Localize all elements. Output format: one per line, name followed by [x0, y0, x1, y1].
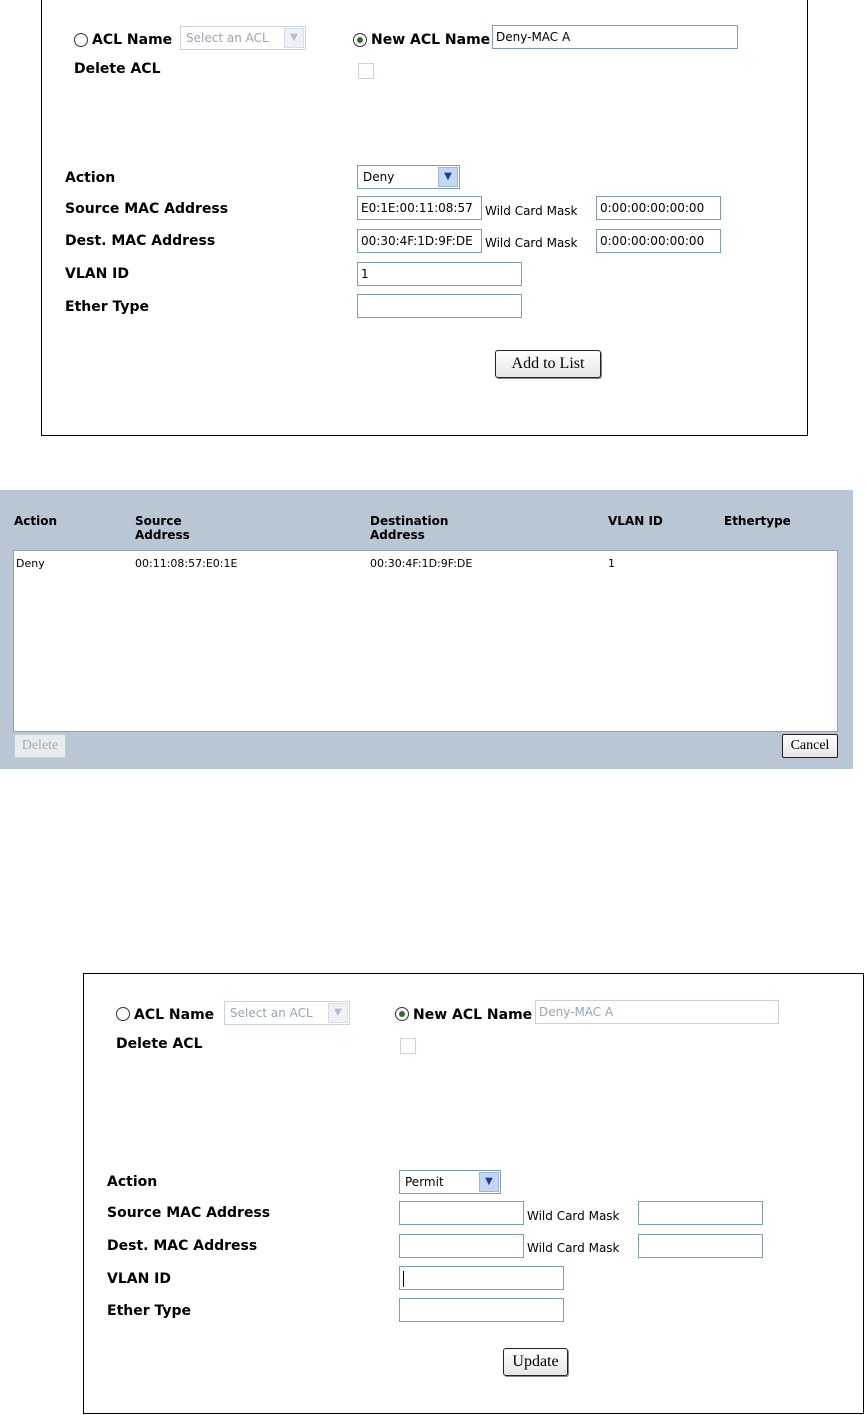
chevron-down-icon: ▼	[328, 1003, 348, 1023]
ether-type-label-2: Ether Type	[107, 1303, 192, 1319]
new-acl-name-label-2: New ACL Name	[413, 1007, 533, 1023]
vlan-id-label: VLAN ID	[65, 266, 130, 282]
add-to-list-button[interactable]: Add to List	[495, 350, 601, 378]
action-label: Action	[65, 170, 116, 186]
source-mac-input[interactable]: 00:11:08:57:E0:1E	[357, 196, 482, 220]
vlan-id-input-2[interactable]	[399, 1266, 564, 1290]
dest-mac-input-2[interactable]	[399, 1234, 524, 1258]
dest-mac-label: Dest. MAC Address	[65, 233, 216, 249]
dest-wildcard-label: Wild Card Mask	[485, 236, 578, 250]
action-select-value: Deny	[363, 170, 395, 184]
source-mac-input-2[interactable]	[399, 1201, 524, 1225]
action-label-2: Action	[107, 1174, 158, 1190]
row-destination: 00:30:4F:1D:9F:DE	[370, 557, 473, 570]
action-select-2[interactable]	[399, 1170, 501, 1194]
source-wildcard-input[interactable]: 0:00:00:00:00:00	[596, 196, 721, 220]
vlan-id-label-2: VLAN ID	[107, 1271, 172, 1287]
row-source: 00:11:08:57:E0:1E	[135, 557, 238, 570]
col-header-ethertype	[724, 514, 791, 528]
table-row[interactable]	[14, 552, 836, 572]
col-header-destination-line1: Destination	[370, 514, 449, 528]
action-select-value-2: Permit	[405, 1175, 444, 1189]
dest-mac-input[interactable]: 00:30:4F:1D:9F:DE	[357, 229, 482, 253]
ether-type-input-2[interactable]	[399, 1298, 564, 1322]
dest-wildcard-label-2: Wild Card Mask	[527, 1241, 620, 1255]
new-acl-name-input-2[interactable]: Deny-MAC A	[535, 1000, 779, 1024]
acl-name-radio[interactable]	[74, 33, 88, 47]
acl-select-value: Select an ACL	[186, 31, 269, 45]
col-header-destination-line2: Address	[370, 528, 425, 542]
ether-type-input[interactable]	[357, 294, 522, 318]
col-header-ethertype-text: Ethertype	[724, 514, 791, 528]
dest-wildcard-input-2[interactable]	[638, 1234, 763, 1258]
ether-type-label: Ether Type	[65, 299, 150, 315]
col-header-vlan	[608, 514, 663, 528]
new-acl-name-radio-2[interactable]	[395, 1007, 409, 1021]
delete-button[interactable]: Delete	[14, 734, 66, 758]
dest-wildcard-input[interactable]: 0:00:00:00:00:00	[596, 229, 721, 253]
col-header-destination	[370, 514, 448, 542]
chevron-down-icon: ▼	[479, 1172, 499, 1192]
col-header-source	[135, 514, 190, 542]
update-button[interactable]: Update	[503, 1348, 568, 1376]
acl-select-value-2: Select an ACL	[230, 1006, 313, 1020]
source-wildcard-label: Wild Card Mask	[485, 204, 578, 218]
col-header-action-text: Action	[14, 514, 58, 528]
source-wildcard-label-2: Wild Card Mask	[527, 1209, 620, 1223]
acl-select[interactable]	[180, 26, 306, 50]
delete-acl-label: Delete ACL	[74, 61, 161, 77]
row-action: Deny	[16, 557, 45, 570]
source-mac-label-2: Source MAC Address	[107, 1205, 271, 1221]
chevron-down-icon: ▼	[284, 28, 304, 48]
chevron-down-icon: ▼	[438, 167, 458, 187]
text-cursor	[403, 1271, 404, 1287]
new-acl-name-label: New ACL Name	[371, 32, 491, 48]
acl-name-label: ACL Name	[92, 32, 173, 48]
action-select[interactable]	[357, 165, 460, 189]
source-wildcard-input-2[interactable]	[638, 1201, 763, 1225]
delete-acl-label-2: Delete ACL	[116, 1036, 203, 1052]
acl-name-radio-2[interactable]	[116, 1007, 130, 1021]
acl-select-2[interactable]	[224, 1001, 350, 1025]
col-header-vlan-text: VLAN ID	[608, 514, 663, 528]
delete-acl-checkbox-2[interactable]	[400, 1038, 416, 1054]
cancel-button[interactable]: Cancel	[782, 734, 838, 758]
new-acl-name-radio[interactable]	[353, 33, 367, 47]
col-header-source-line1: Source	[135, 514, 182, 528]
acl-name-label-2: ACL Name	[134, 1007, 215, 1023]
rule-list-box[interactable]	[13, 550, 838, 732]
col-header-source-line2: Address	[135, 528, 190, 542]
dest-mac-label-2: Dest. MAC Address	[107, 1238, 258, 1254]
col-header-action	[14, 514, 57, 528]
vlan-id-input[interactable]: 1	[357, 262, 522, 286]
source-mac-label: Source MAC Address	[65, 201, 229, 217]
new-acl-name-input[interactable]: Deny-MAC A	[492, 25, 738, 49]
delete-acl-checkbox[interactable]	[358, 63, 374, 79]
row-vlan: 1	[608, 557, 615, 570]
